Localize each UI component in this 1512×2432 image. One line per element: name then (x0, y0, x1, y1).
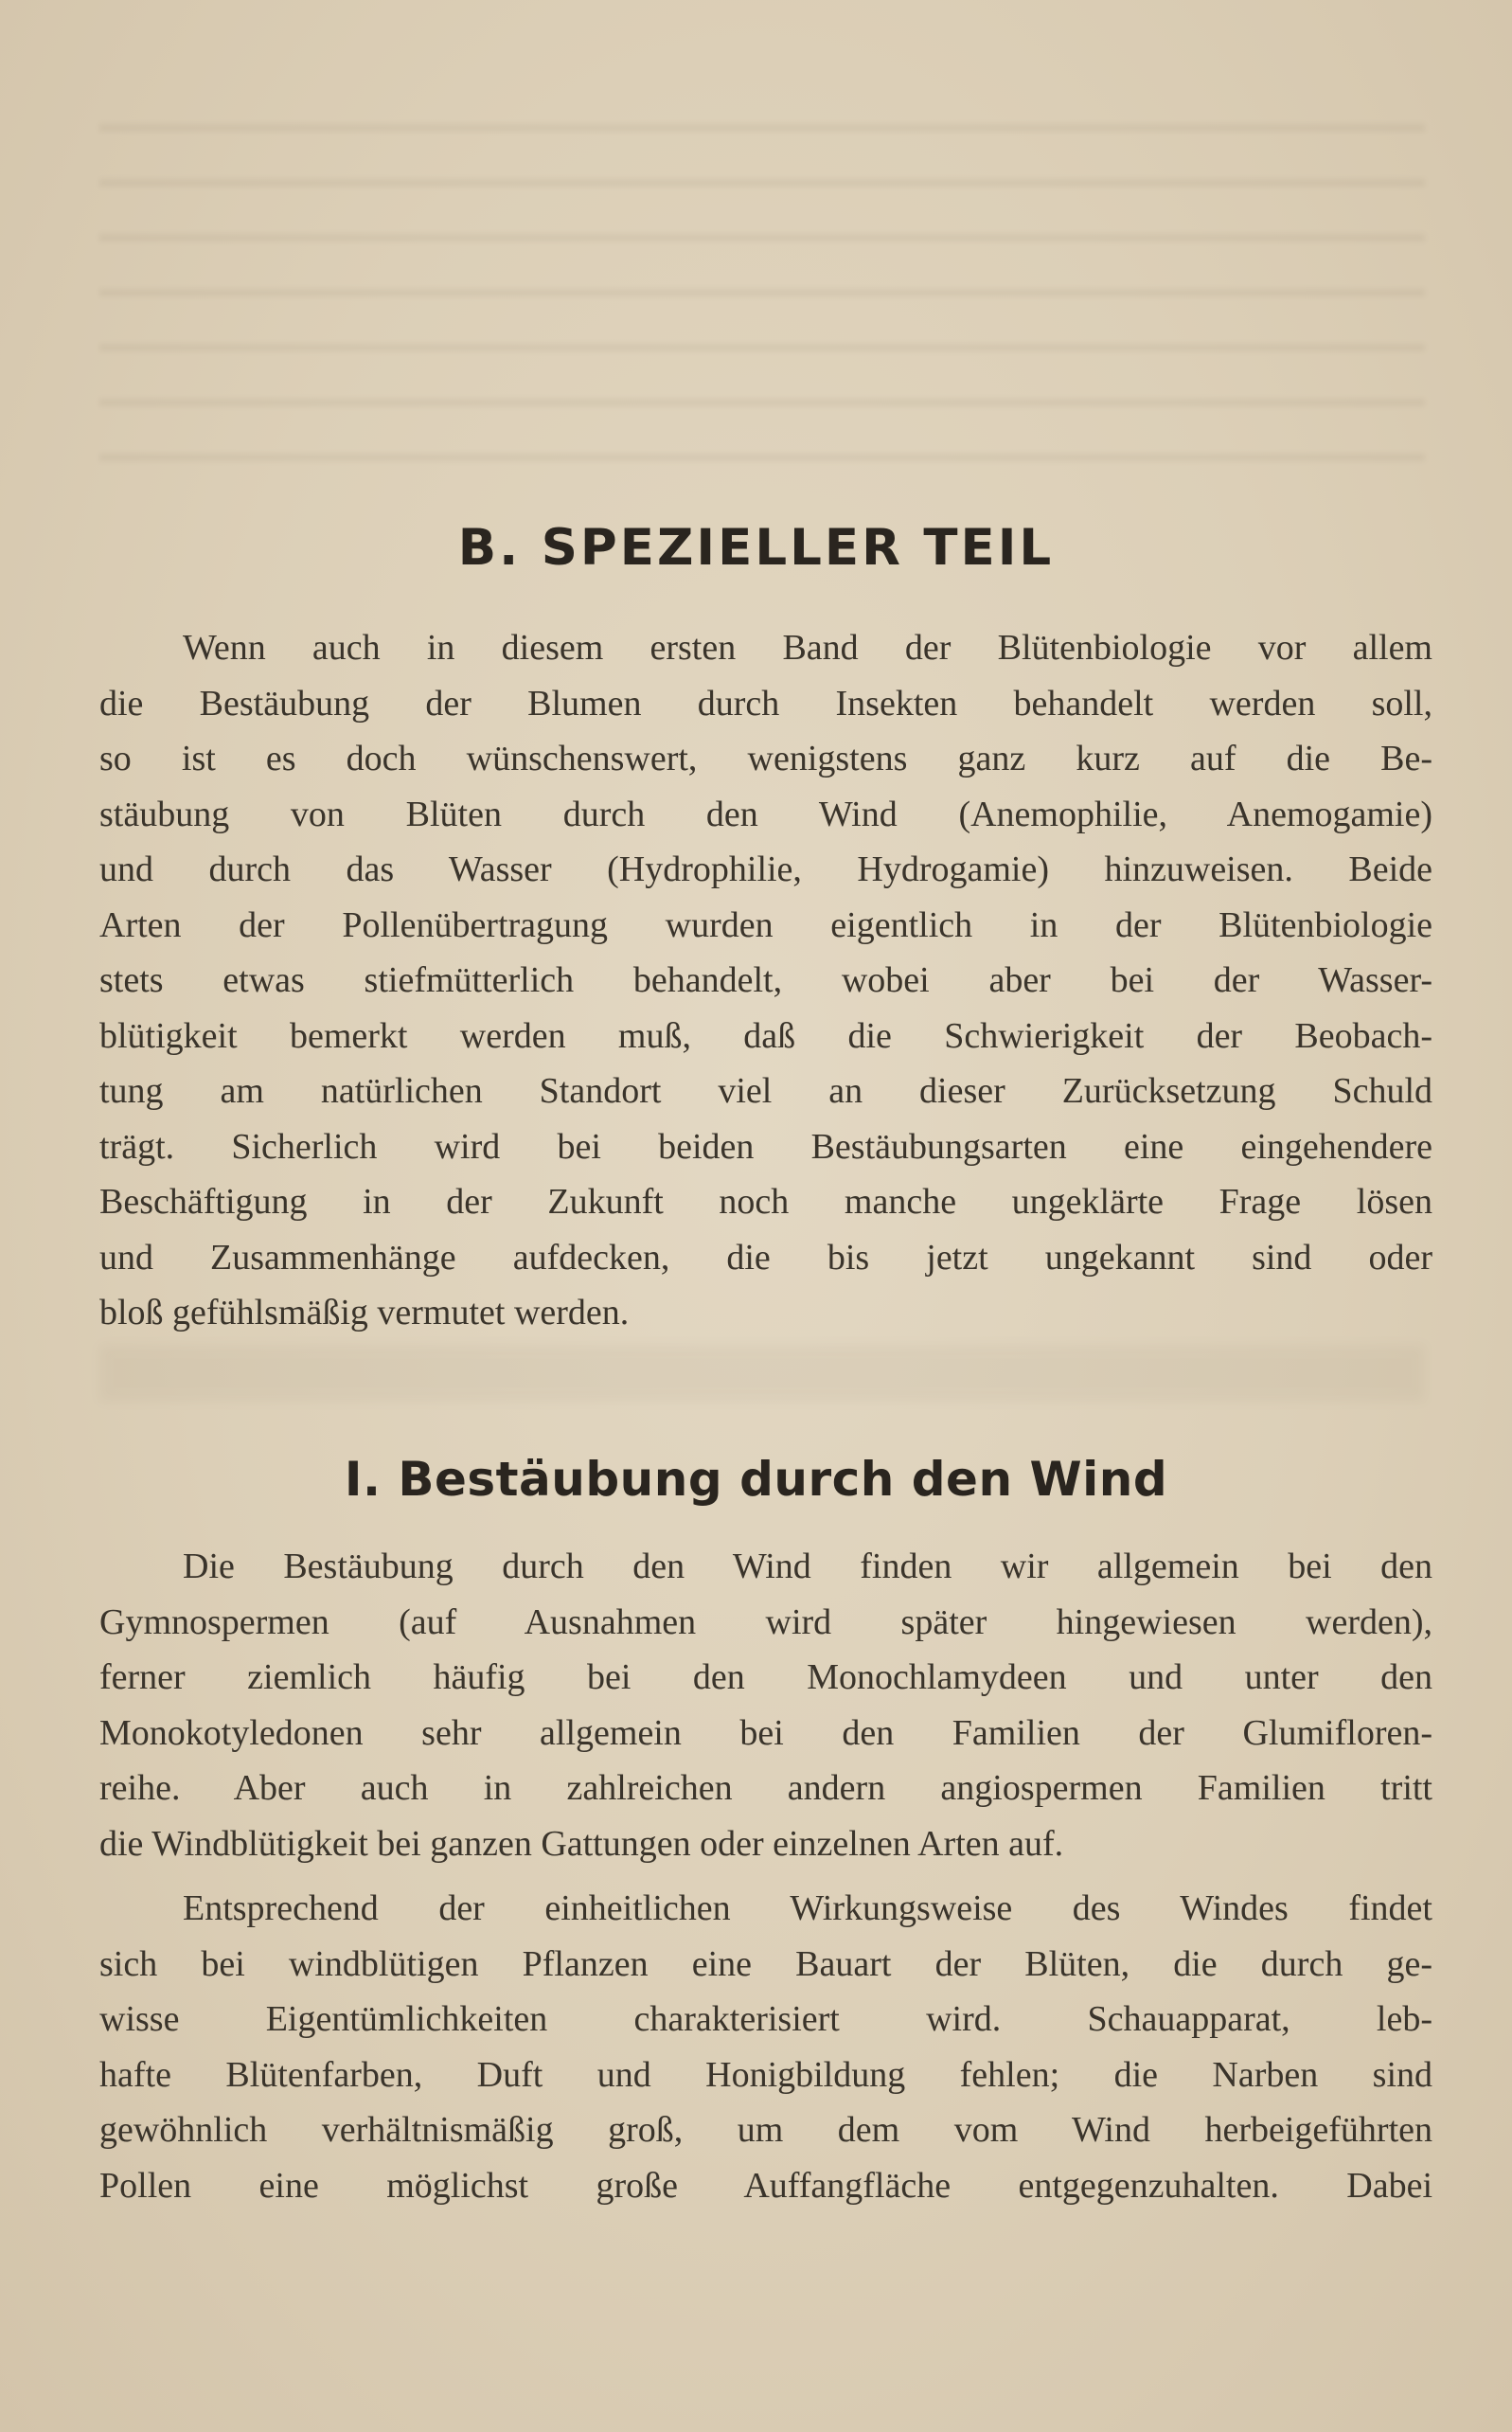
show-through-from-reverse-lower (99, 1345, 1425, 1402)
text-line: trägt. Sicherlich wird bei beiden Bestäubungsarten eine eingehendere (99, 1126, 1432, 1167)
paragraph-wind-pollination (99, 1539, 1432, 1871)
text-line: wisse Eigentümlichkeiten charakterisiert wird. Schauapparat, leb- (99, 1999, 1432, 2039)
text-line: Arten der Pollenübertragung wurden eigentlich in der Blütenbiologie (99, 904, 1432, 945)
text-line: gewöhnlich verhältnismäßig groß, um dem vom Wind herbeigeführten (99, 2110, 1432, 2150)
text-line: die Windblütigkeit bei ganzen Gattungen oder einzelnen Arten auf. (99, 1823, 1064, 1864)
text-line: Gymnospermen (auf Ausnahmen wird später hingewiesen werden), (99, 1601, 1432, 1642)
subsection-title: I. Bestäubung durch den Wind (344, 1452, 1168, 1507)
paragraph-flower-structure (99, 1881, 1432, 2213)
text-line: Die Bestäubung durch den Wind finden wir allgemein bei den (183, 1547, 1432, 1586)
text-line: blütigkeit bemerkt werden muß, daß die Schwierigkeit der Beobach- (99, 1015, 1432, 1056)
section-title: B. SPEZIELLER TEIL (457, 519, 1055, 577)
text-line: Pollen eine möglichst große Auffangfläche entgegenzuhalten. Dabei (99, 2165, 1432, 2206)
text-line: tung am natürlichen Standort viel an dieser Zurücksetzung Schuld (99, 1071, 1432, 1111)
text-line: sich bei windblütigen Pflanzen eine Bauart der Blüten, die durch ge- (99, 1943, 1432, 1984)
show-through-from-reverse (99, 90, 1425, 488)
text-line: Beschäftigung in der Zukunft noch manche ungeklärte Frage lösen (99, 1182, 1432, 1222)
text-line: Wenn auch in diesem ersten Band der Blütenbiologie vor allem (183, 628, 1432, 668)
text-line: die Bestäubung der Blumen durch Insekten behandelt werden soll, (99, 683, 1432, 724)
text-line: reihe. Aber auch in zahlreichen andern angiospermen Familien tritt (99, 1768, 1432, 1808)
text-line: hafte Blütenfarben, Duft und Honigbildung fehlen; die Narben sind (99, 2054, 1432, 2095)
text-line: Monokotyledonen sehr allgemein bei den Familien der Glumifloren- (99, 1712, 1432, 1753)
paragraph-intro (99, 620, 1432, 1341)
text-line: bloß gefühlsmäßig vermutet werden. (99, 1293, 630, 1332)
text-line: stets etwas stiefmütterlich behandelt, wobei aber bei der Wasser- (99, 960, 1432, 1000)
text-line: so ist es doch wünschenswert, wenigstens ganz kurz auf die Be- (99, 739, 1432, 778)
text-line: und Zusammenhänge aufdecken, die bis jetzt ungekannt sind oder (99, 1237, 1432, 1278)
text-line: ferner ziemlich häufig bei den Monochlamydeen und unter den (99, 1657, 1432, 1697)
text-line: Entsprechend der einheitlichen Wirkungsweise des Windes findet (183, 1888, 1432, 1928)
text-line: und durch das Wasser (Hydrophilie, Hydrogamie) hinzuweisen. Beide (99, 849, 1432, 889)
text-line: stäubung von Blüten durch den Wind (Anemophilie, Anemogamie) (99, 794, 1432, 834)
